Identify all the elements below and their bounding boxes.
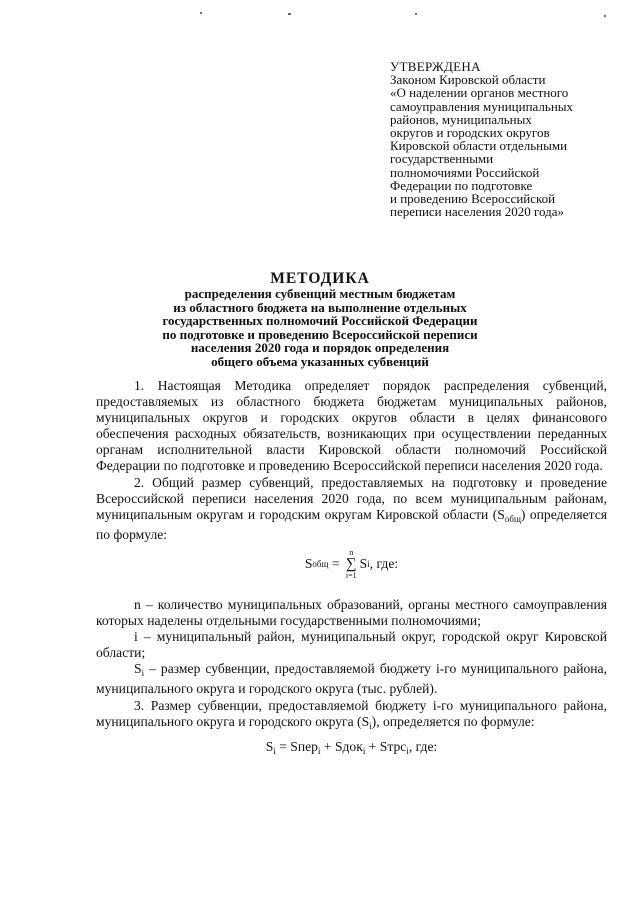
title-subline: из областного бюджета на выполнение отдельных [173,299,467,315]
formula-subvention [96,739,607,759]
paragraph-3: n – количество муниципальных образований, органы местного самоуправления которых наделены отдельными государственными полномочиями; [96,596,607,629]
approval-line: округов и городских округов [390,125,550,141]
approval-line: Федерации по подготовке [390,177,533,193]
title-subline: населения 2020 года и порядок определения [190,340,450,356]
formula-rhs: S [359,556,368,572]
formula-eq: = [328,556,343,572]
formula2-term: + Sдок [320,738,363,754]
subscript: i [141,668,145,679]
document-body [96,378,607,759]
title-subline: государственных полномочий Российской Федерации [162,313,478,329]
paragraph-2 [96,475,607,543]
title-subline: общего объема указанных субвенций [211,353,429,369]
sigma-symbol: ∑ [345,555,357,572]
formula2-term: + Sтрс [365,738,407,754]
subscript: i [367,559,370,570]
subscript: i [369,720,372,731]
subscript: i [317,745,321,756]
formula-tail: , где: [369,556,399,572]
approval-heading: УТВЕРЖДЕНА [390,59,481,74]
paragraph-2-text: 2. Общий размер субвенций, предоставляемых на подготовку и проведение Всероссийской переписи населения 2020 года, по всем муниципальным районам, муниципальным округам и городским округам Кировской области (S [96,474,607,522]
subscript: общ [504,513,521,524]
approval-line: «О наделении органов местного [390,85,569,101]
paragraph-2-end: ) определяется по формуле: [96,506,607,542]
approval-line: Законом Кировской области [390,72,546,88]
sum-sign [346,549,357,580]
approval-line: самоуправления муниципальных [390,98,574,114]
formula2-tail: , где: [408,738,438,754]
approval-stamp [390,60,626,218]
approval-line: полномочиями Российской [390,164,540,180]
paragraph-5 [96,661,607,697]
paragraph-6-text: 3. Размер субвенции, предоставляемой бюджету i-го муниципального района, муниципального округа и городского округа (S [96,697,607,729]
paragraph-5-text: – размер субвенции, предоставляемой бюджету i-го муниципального района, муниципального округа и городского округа (тыс. рублей). [96,661,607,697]
scan-speck [604,15,606,17]
title-main: МЕТОДИКА [270,270,370,287]
approval-line: государственными [390,151,494,167]
formula-total [96,545,607,587]
approval-line: переписи населения 2020 года» [390,204,564,220]
approval-line: Кировской области отдельными [390,138,568,154]
title-subline: по подготовке и проведению Всероссийской переписи [162,326,478,342]
formula2-s: S [265,738,274,754]
subscript: i [273,745,276,756]
subscript: i [362,745,366,756]
formula-lhs: S [304,556,313,572]
paragraph-5-s: S [134,661,142,677]
document-title [95,270,545,369]
subscript: i [406,745,409,756]
approval-line: и проведению Всероссийской [390,191,556,207]
paragraph-6-end: ), определяется по формуле: [371,713,535,729]
paragraph-1: 1. Настоящая Методика определяет порядок распределения субвенций, предоставляемых из областного бюджета бюджетам муниципальных районов, муниципальных округов и городских округов области в целях финансового обеспечения расходных обязательств, возникающих при осуществлении переданных органам исполнительной власти Кировской области полномочий Российской Федерации по подготовке и проведению Всероссийской переписи населения 2020 года. [96,378,607,474]
scan-speck [288,13,291,15]
sum-upper-limit: n [349,547,354,557]
scan-speck [200,12,202,14]
paragraph-6 [96,698,607,734]
sum-lower-limit: i=1 [345,570,357,580]
subscript: общ [312,559,329,570]
paragraph-4: i – муниципальный район, муниципальный округ, городской округ Кировской области; [96,629,607,661]
approval-line: районов, муниципальных [390,111,532,127]
title-subline: распределения субвенций местным бюджетам [184,286,456,301]
formula2-term: = Sпер [275,738,318,754]
scan-speck [415,13,417,15]
